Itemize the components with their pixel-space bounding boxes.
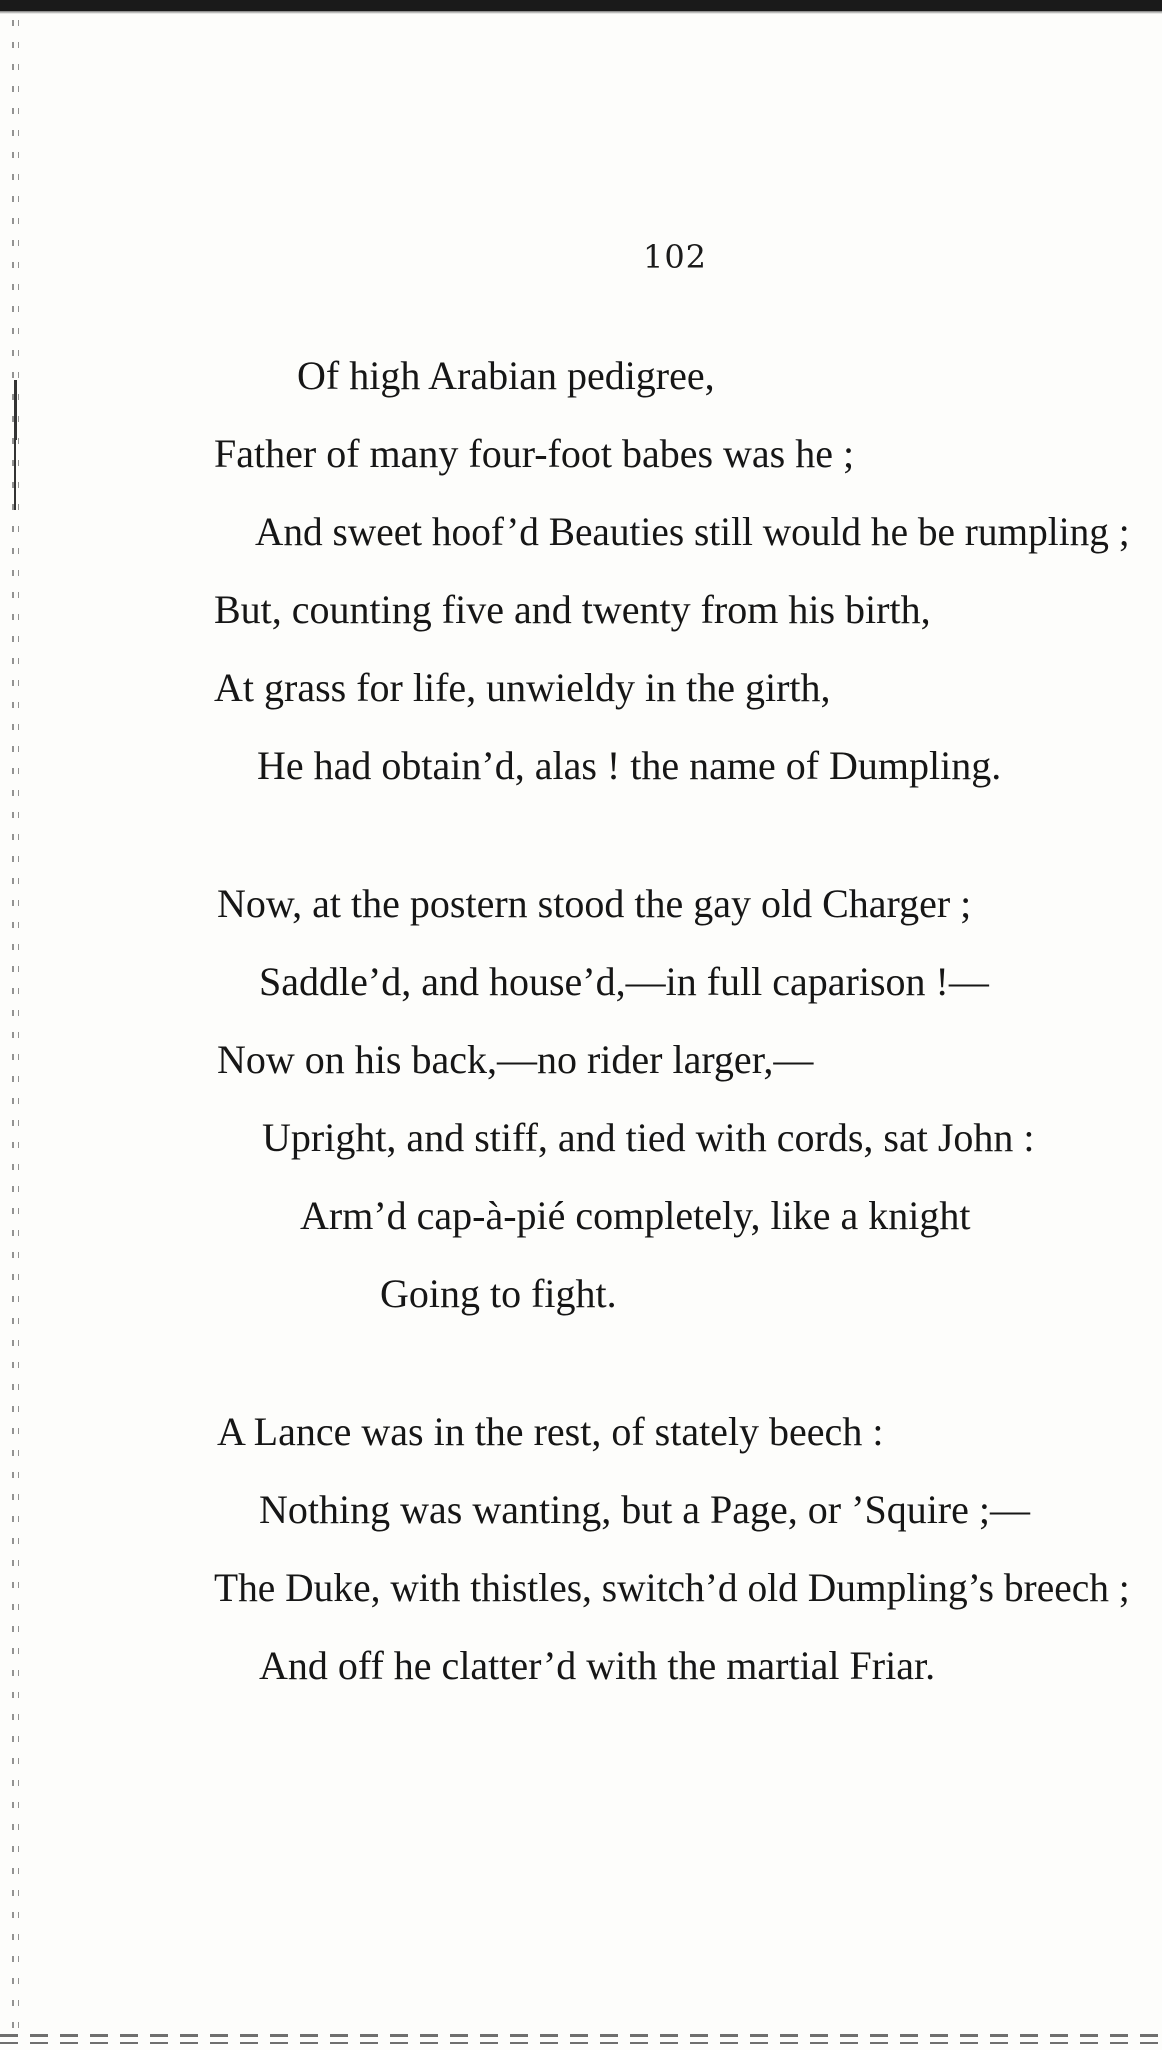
poem-line: Of high Arabian pedigree, — [297, 353, 715, 398]
poem-line: Father of many four-foot babes was he ; — [214, 431, 855, 476]
binding-margin-marks — [12, 20, 22, 2040]
binding-mark — [14, 380, 17, 440]
page-bottom-edge — [0, 2030, 1162, 2050]
page-top-edge — [0, 0, 1162, 11]
binding-mark — [14, 440, 16, 510]
page-number: 102 — [642, 238, 708, 276]
poem-line: A Lance was in the rest, of stately beech : — [217, 1409, 884, 1454]
poem-line: Arm’d cap-à-pié completely, like a knight — [300, 1193, 971, 1238]
poem-line: And off he clatter’d with the martial Friar. — [259, 1643, 936, 1688]
poem-line: But, counting five and twenty from his birth, — [214, 587, 931, 632]
poem-line: Nothing was wanting, but a Page, or ’Squire ;— — [259, 1487, 1030, 1532]
poem-line: And sweet hoof’d Beauties still would he be rumpling ; — [255, 509, 1130, 554]
poem-line: Upright, and stiff, and tied with cords, sat John : — [262, 1115, 1035, 1160]
poem-line: The Duke, with thistles, switch’d old Dumpling’s breech ; — [214, 1565, 1130, 1610]
poem-line: He had obtain’d, alas ! the name of Dumpling. — [257, 743, 1002, 788]
poem-line: Now on his back,—no rider larger,— — [217, 1037, 814, 1082]
poem-line: Saddle’d, and house’d,—in full caparison !— — [259, 959, 989, 1004]
poem-line: Now, at the postern stood the gay old Charger ; — [217, 881, 972, 926]
page-top-shadow — [0, 11, 1162, 14]
poem-line: Going to fight. — [380, 1271, 617, 1316]
poem-line: At grass for life, unwieldy in the girth, — [214, 665, 831, 710]
